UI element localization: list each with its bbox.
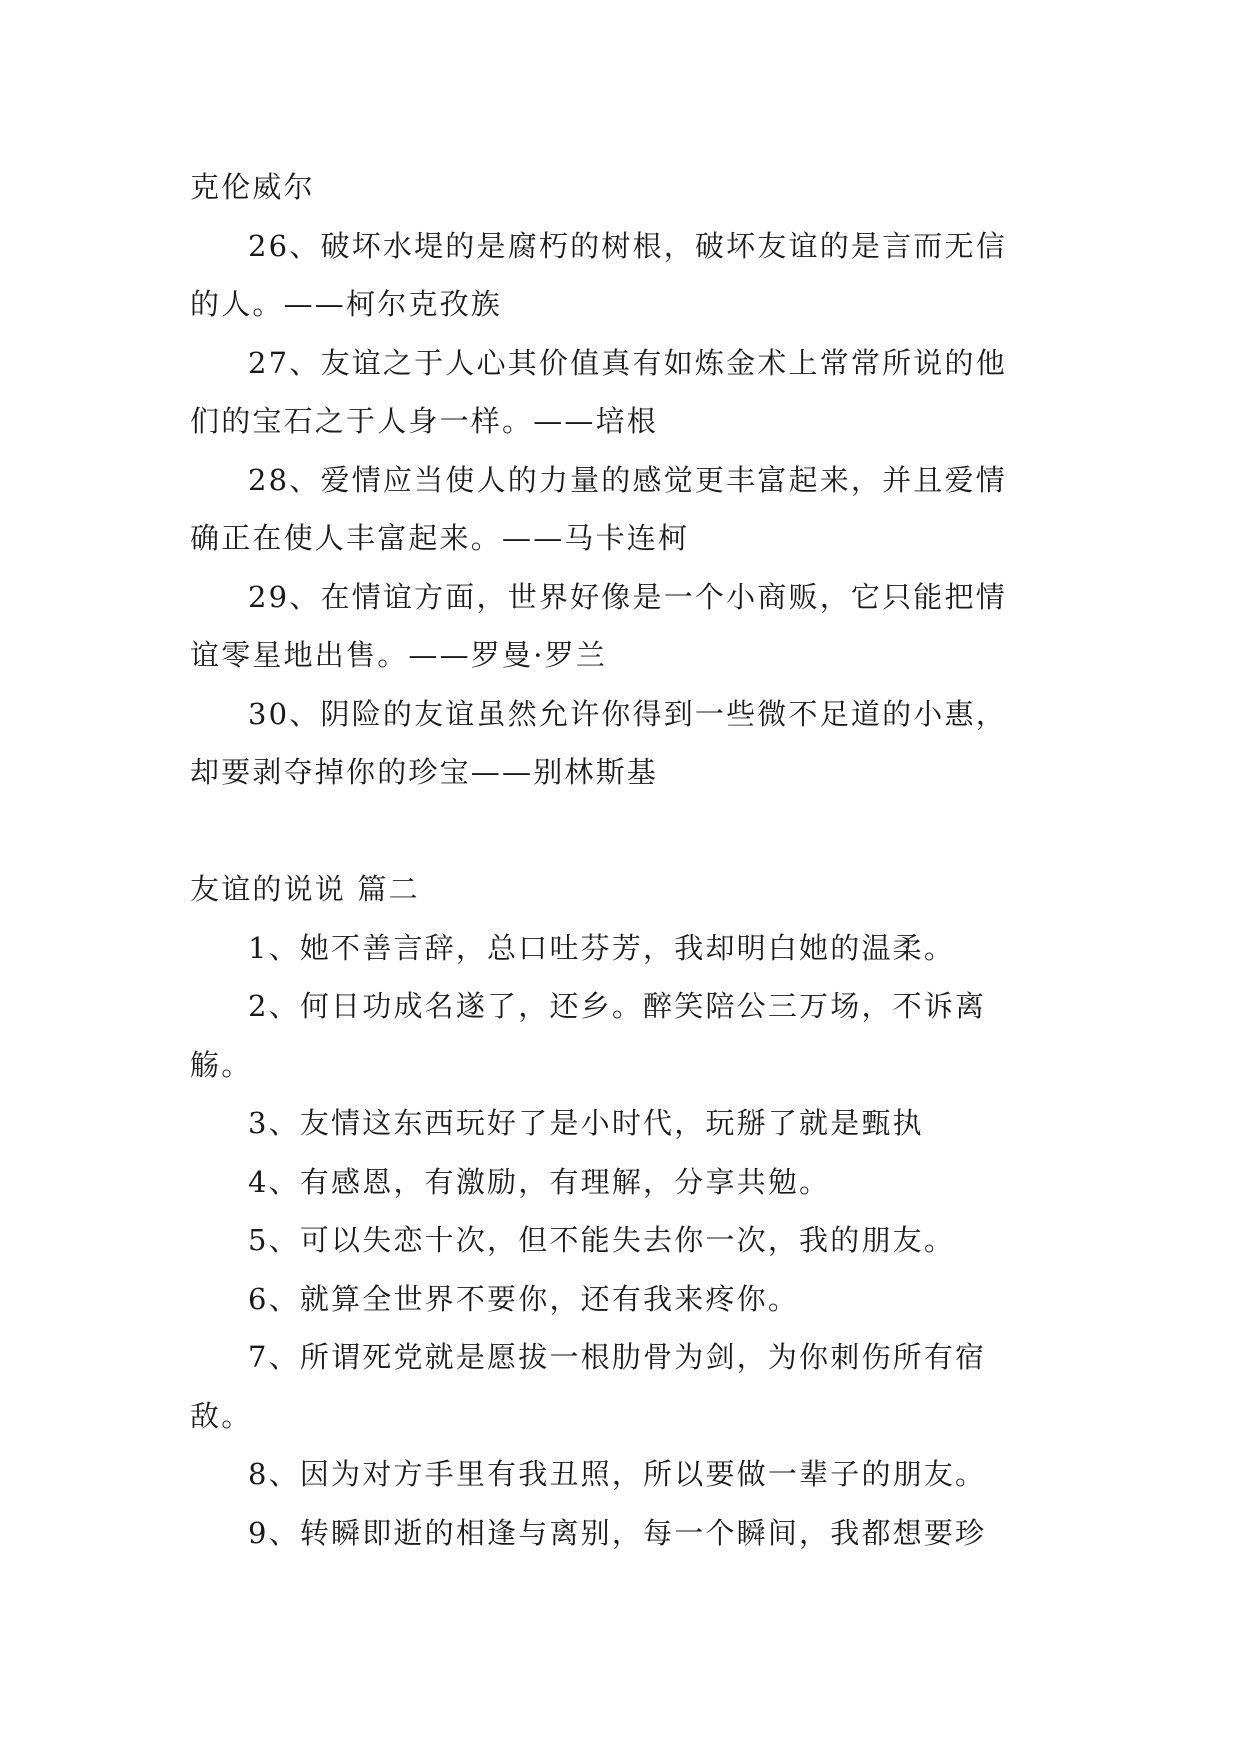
document-body [190, 158, 1052, 1562]
quote-28-line-2: 确正在使人丰富起来。——马卡连柯 [190, 521, 690, 555]
quote-29-line-1: 29、在情谊方面，世界好像是一个小商贩，它只能把情 [248, 579, 1007, 614]
item-2-line-1: 2、何日功成名遂了，还乡。醉笑陪公三万场，不诉离 [248, 989, 987, 1023]
quote-30-line-1: 30、阴险的友谊虽然允许你得到一些微不足道的小惠， [248, 696, 1007, 731]
text-line: 克伦威尔 [190, 170, 315, 204]
item-3-line-1: 3、友情这东西玩好了是小时代，玩掰了就是甄执 [248, 1106, 924, 1140]
item-9-line-1: 9、转瞬即逝的相逢与离别，每一个瞬间，我都想要珍 [248, 1515, 987, 1550]
item-6-line-1: 6、就算全世界不要你，还有我来疼你。 [248, 1281, 800, 1316]
item-7-line-2: 敌。 [190, 1398, 253, 1433]
item-8-line-1: 8、因为对方手里有我丑照，所以要做一辈子的朋友。 [248, 1457, 987, 1491]
item-5-line-1: 5、可以失恋十次，但不能失去你一次，我的朋友。 [248, 1223, 956, 1257]
quote-29-line-2: 谊零星地出售。——罗曼·罗兰 [190, 638, 608, 672]
item-1-line-1: 1、她不善言辞，总口吐芬芳，我却明白她的温柔。 [248, 930, 956, 965]
quote-28-line-1: 28、爱情应当使人的力量的感觉更丰富起来，并且爱情 [248, 462, 1007, 497]
quote-27-line-1: 27、友谊之于人心其价值真有如炼金术上常常所说的他 [248, 345, 1007, 380]
quote-27-line-2: 们的宝石之于人身一样。——培根 [190, 404, 659, 438]
quote-26-line-2: 的人。——柯尔克孜族 [190, 287, 503, 321]
quote-26-line-1: 26、破坏水堤的是腐朽的树根，破坏友谊的是言而无信 [248, 228, 1007, 263]
section-spacer [190, 802, 1052, 861]
item-7-line-1: 7、所谓死党就是愿拔一根肋骨为剑，为你刺伤所有宿 [248, 1340, 987, 1374]
item-4-line-1: 4、有感恩，有激励，有理解，分享共勉。 [248, 1164, 831, 1199]
section-heading: 友谊的说说 篇二 [190, 872, 420, 906]
item-2-line-2: 觞。 [190, 1047, 253, 1082]
quote-30-line-2: 却要剥夺掉你的珍宝——别林斯基 [190, 755, 659, 789]
